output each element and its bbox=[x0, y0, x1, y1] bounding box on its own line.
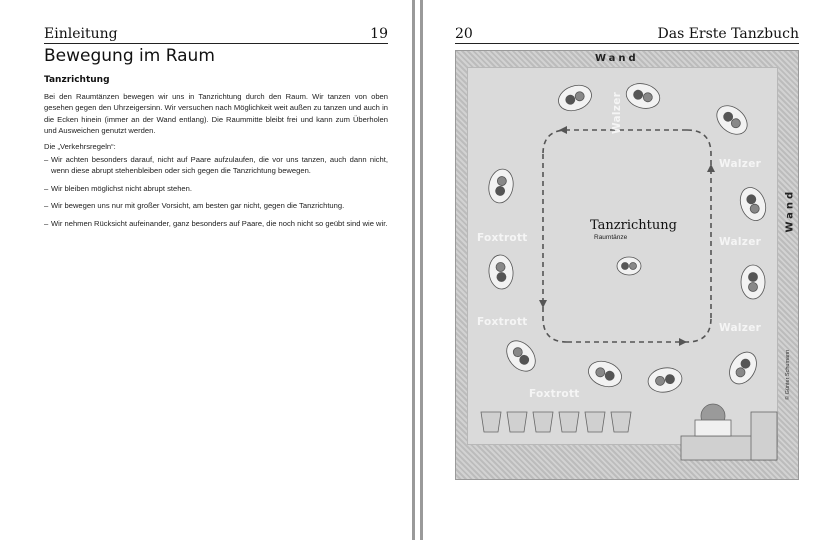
lane-label-foxtrott: Foxtrott bbox=[477, 232, 528, 244]
center-label: Tanzrichtung bbox=[590, 218, 677, 233]
couple-figure bbox=[555, 81, 595, 115]
chair-icon bbox=[585, 412, 605, 432]
seat-icon bbox=[695, 420, 731, 436]
rule-item bbox=[44, 183, 388, 194]
couple-figure bbox=[585, 357, 625, 391]
rule-text: Wir achten besonders darauf, nicht auf Paare aufzulaufen, die vor uns tanzen, auch dann nicht, wenn diese abrupt stehenbleiben oder sich gegen die Tanzrichtung bewegen. bbox=[51, 155, 388, 176]
rule-marker: – bbox=[44, 155, 49, 165]
left-running-head bbox=[44, 26, 388, 44]
wall-label-top: Wand bbox=[595, 53, 639, 64]
gutter-divider bbox=[412, 0, 415, 540]
left-page bbox=[0, 0, 412, 540]
lane-label-walzer: Walzer bbox=[719, 322, 762, 334]
arrow-head-left bbox=[539, 300, 547, 308]
sofa-icon bbox=[751, 412, 777, 460]
direction-path-bottom bbox=[567, 318, 711, 342]
rule-marker: – bbox=[44, 218, 49, 228]
lane-label-walzer: Walzer bbox=[719, 236, 762, 248]
right-page-number: 20 bbox=[455, 26, 473, 42]
left-running-title: Einleitung bbox=[44, 26, 118, 42]
body-text bbox=[44, 91, 388, 235]
rule-marker: – bbox=[44, 201, 49, 211]
rule-item bbox=[44, 200, 388, 211]
couple-figure bbox=[486, 167, 516, 205]
chair-icon bbox=[611, 412, 631, 432]
couple-figure bbox=[501, 335, 541, 376]
rules-title: Die „Verkehrsregeln“: bbox=[44, 141, 116, 151]
rule-text: Wir nehmen Rücksicht aufeinander, ganz besonders auf Paare, die noch nicht so geübt sind wie wir. bbox=[51, 218, 388, 228]
chairs-row bbox=[481, 412, 631, 432]
chair-icon bbox=[507, 412, 527, 432]
couple-figure bbox=[623, 80, 662, 112]
diagram-graphics bbox=[455, 50, 799, 480]
dance-floor-diagram bbox=[455, 50, 799, 480]
lounge-area bbox=[681, 404, 777, 460]
rule-text: Wir bleiben möglichst nicht abrupt stehen. bbox=[51, 183, 192, 193]
lane-label-walzer: Walzer bbox=[611, 91, 623, 134]
wall-label-right bbox=[785, 219, 796, 233]
left-page-number: 19 bbox=[370, 26, 388, 42]
right-page bbox=[423, 0, 840, 540]
direction-path-left bbox=[543, 154, 567, 342]
section-subheading: Tanzrichtung bbox=[44, 75, 110, 85]
rule-text: Wir bewegen uns nur mit großer Vorsicht, am besten gar nicht, gegen die Tanzrichtung. bbox=[51, 201, 345, 211]
couple-figure bbox=[488, 254, 515, 290]
right-running-title: Das Erste Tanzbuch bbox=[657, 26, 799, 42]
rule-marker: – bbox=[44, 183, 49, 193]
arrow-head-bottom bbox=[679, 338, 687, 346]
chair-icon bbox=[481, 412, 501, 432]
couple-figure bbox=[646, 365, 684, 395]
right-running-head bbox=[455, 26, 799, 44]
rule-item bbox=[44, 218, 388, 229]
arrow-head-right bbox=[707, 164, 715, 172]
couple-figure bbox=[724, 347, 762, 388]
couple-figure bbox=[711, 100, 752, 140]
chapter-title: Bewegung im Raum bbox=[44, 46, 215, 66]
image-credit: © Günter Schumann bbox=[785, 349, 791, 400]
arrow-head-top bbox=[559, 126, 567, 134]
couple-figure bbox=[736, 184, 770, 224]
rule-item bbox=[44, 154, 388, 177]
couple-figure bbox=[741, 265, 765, 299]
lane-label-foxtrott: Foxtrott bbox=[529, 388, 580, 400]
intro-paragraph: Bei den Raumtänzen bewegen wir uns in Tanzrichtung durch den Raum. Wir tanzen von oben gesehen gegen den Uhrzeigersinn. Wir versuchen nach Möglichkeit weit außen zu tanzen und auch in die Ecken hinein (immer an der Wand entlang). Die Raummitte bleibt frei und kann zum Überholen und Ausweichen genutzt werden. bbox=[44, 92, 388, 136]
lane-label-foxtrott: Foxtrott bbox=[477, 316, 528, 328]
lane-label-walzer: Walzer bbox=[719, 158, 762, 170]
chair-icon bbox=[559, 412, 579, 432]
direction-path-right bbox=[687, 130, 711, 318]
couple-figure bbox=[617, 257, 641, 275]
center-sublabel: Raumtänze bbox=[594, 234, 628, 241]
chair-icon bbox=[533, 412, 553, 432]
